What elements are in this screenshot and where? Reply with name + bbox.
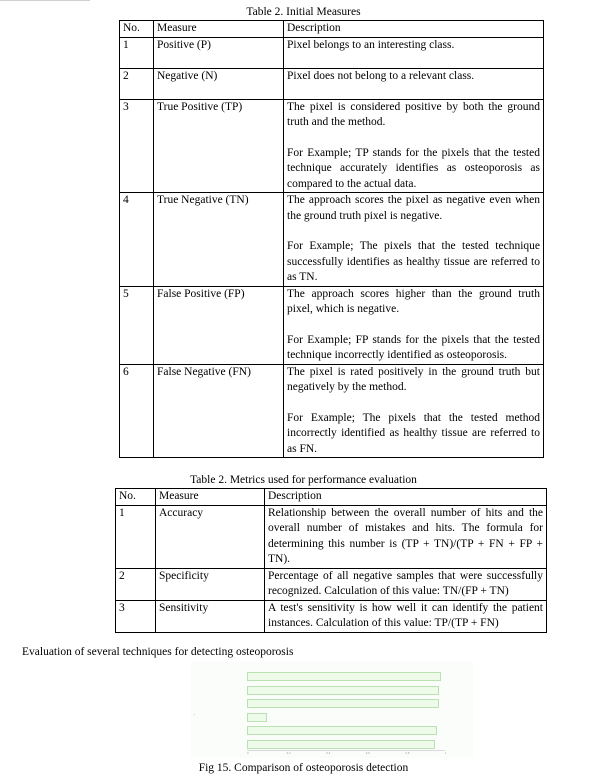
chart-tick-label: 1 bbox=[445, 752, 447, 755]
figure-caption: Fig 15. Comparison of osteoporosis detection bbox=[198, 762, 409, 774]
row-measure: Specificity bbox=[156, 568, 265, 600]
row-description: Relationship between the overall number of hits and the overall number of mistakes and hits. The formula for determining this number is (TP + TN)/(TP + FN + FP + TN). bbox=[265, 505, 547, 568]
row-no: 3 bbox=[120, 99, 154, 193]
row-measure: True Positive (TP) bbox=[154, 99, 284, 193]
row-example: For Example; The pixels that the tested technique successfully identifies as healthy tissue are referred to as TN. bbox=[287, 240, 540, 283]
header-no: No. bbox=[116, 489, 156, 506]
row-example: For Example; The pixels that the tested method incorrectly identified as healthy tissue are referred to as FN. bbox=[287, 411, 540, 455]
chart-x-axis bbox=[247, 750, 445, 751]
header-no: No. bbox=[120, 21, 154, 38]
top-rule bbox=[0, 0, 90, 1]
header-description: Description bbox=[265, 489, 547, 506]
header-description: Description bbox=[284, 21, 544, 38]
row-measure: False Negative (FN) bbox=[154, 364, 284, 458]
chart-tick-label: 0.8 bbox=[405, 752, 410, 755]
header-measure: Measure bbox=[156, 489, 265, 506]
row-no: 1 bbox=[120, 37, 154, 68]
initial-measures-table bbox=[119, 20, 544, 458]
row-no: 2 bbox=[116, 568, 156, 600]
metrics-table bbox=[115, 488, 547, 633]
chart-bar bbox=[247, 726, 437, 735]
chart-bar bbox=[247, 740, 435, 749]
table-row bbox=[116, 505, 547, 568]
row-description: Pixel belongs to an interesting class. bbox=[287, 38, 455, 51]
row-example: For Example; FP stands for the pixels that the tested technique incorrectly identified as osteoporosis. bbox=[287, 333, 540, 361]
chart-tick-label: 0.4 bbox=[326, 752, 331, 755]
row-measure: Sensitivity bbox=[156, 600, 265, 632]
table-row bbox=[120, 37, 544, 68]
table-row bbox=[116, 568, 547, 600]
row-description: The pixel is rated positively in the ground truth but negatively by the method. bbox=[287, 365, 540, 393]
table-row bbox=[120, 286, 544, 364]
row-description: Pixel does not belong to a relevant class. bbox=[287, 69, 475, 82]
table-row bbox=[116, 600, 547, 632]
section-heading: Evaluation of several techniques for detecting osteoporosis bbox=[22, 646, 294, 658]
row-no: 1 bbox=[116, 505, 156, 568]
comparison-chart bbox=[191, 662, 473, 758]
row-measure: Negative (N) bbox=[154, 68, 284, 99]
row-no: 2 bbox=[120, 68, 154, 99]
row-no: 4 bbox=[120, 193, 154, 287]
row-no: 3 bbox=[116, 600, 156, 632]
table2-caption: Table 2. Metrics used for performance evaluation bbox=[190, 474, 417, 486]
chart-bar bbox=[247, 713, 267, 722]
chart-tick-label: 0.2 bbox=[286, 752, 291, 755]
row-no: 5 bbox=[120, 286, 154, 364]
chart-bar bbox=[247, 672, 441, 681]
chart-tick-label: 0.6 bbox=[365, 752, 370, 755]
table-row bbox=[120, 68, 544, 99]
row-description: The approach scores the pixel as negative even when the ground truth pixel is negative. bbox=[287, 194, 540, 222]
table-header-row bbox=[120, 21, 544, 38]
row-example: For Example; TP stands for the pixels that the tested technique accurately identifies as osteoporosis as compared to the actual data. bbox=[287, 146, 540, 190]
table-header-row bbox=[116, 489, 547, 506]
row-description: Percentage of all negative samples that were successfully recognized. Calculation of this value: TN/(FP + TN) bbox=[265, 568, 547, 600]
row-description: A test's sensitivity is how well it can identify the patient instances. Calculation of this value: TP/(TP + FN) bbox=[265, 600, 547, 632]
row-measure: Positive (P) bbox=[154, 37, 284, 68]
table-row bbox=[120, 193, 544, 287]
chart-side-mark: + bbox=[193, 712, 196, 717]
table1-caption: Table 2. Initial Measures bbox=[246, 6, 361, 18]
chart-tick-label: 0 bbox=[247, 752, 249, 755]
row-description: The approach scores higher than the ground truth pixel, which is negative. bbox=[287, 287, 540, 315]
row-no: 6 bbox=[120, 364, 154, 458]
header-measure: Measure bbox=[154, 21, 284, 38]
table-row bbox=[120, 364, 544, 458]
chart-bar bbox=[247, 686, 439, 695]
row-measure: True Negative (TN) bbox=[154, 193, 284, 287]
row-measure: False Positive (FP) bbox=[154, 286, 284, 364]
table-row bbox=[120, 99, 544, 193]
row-measure: Accuracy bbox=[156, 505, 265, 568]
row-description: The pixel is considered positive by both the ground truth and the method. bbox=[287, 100, 540, 128]
chart-bar bbox=[247, 699, 439, 708]
